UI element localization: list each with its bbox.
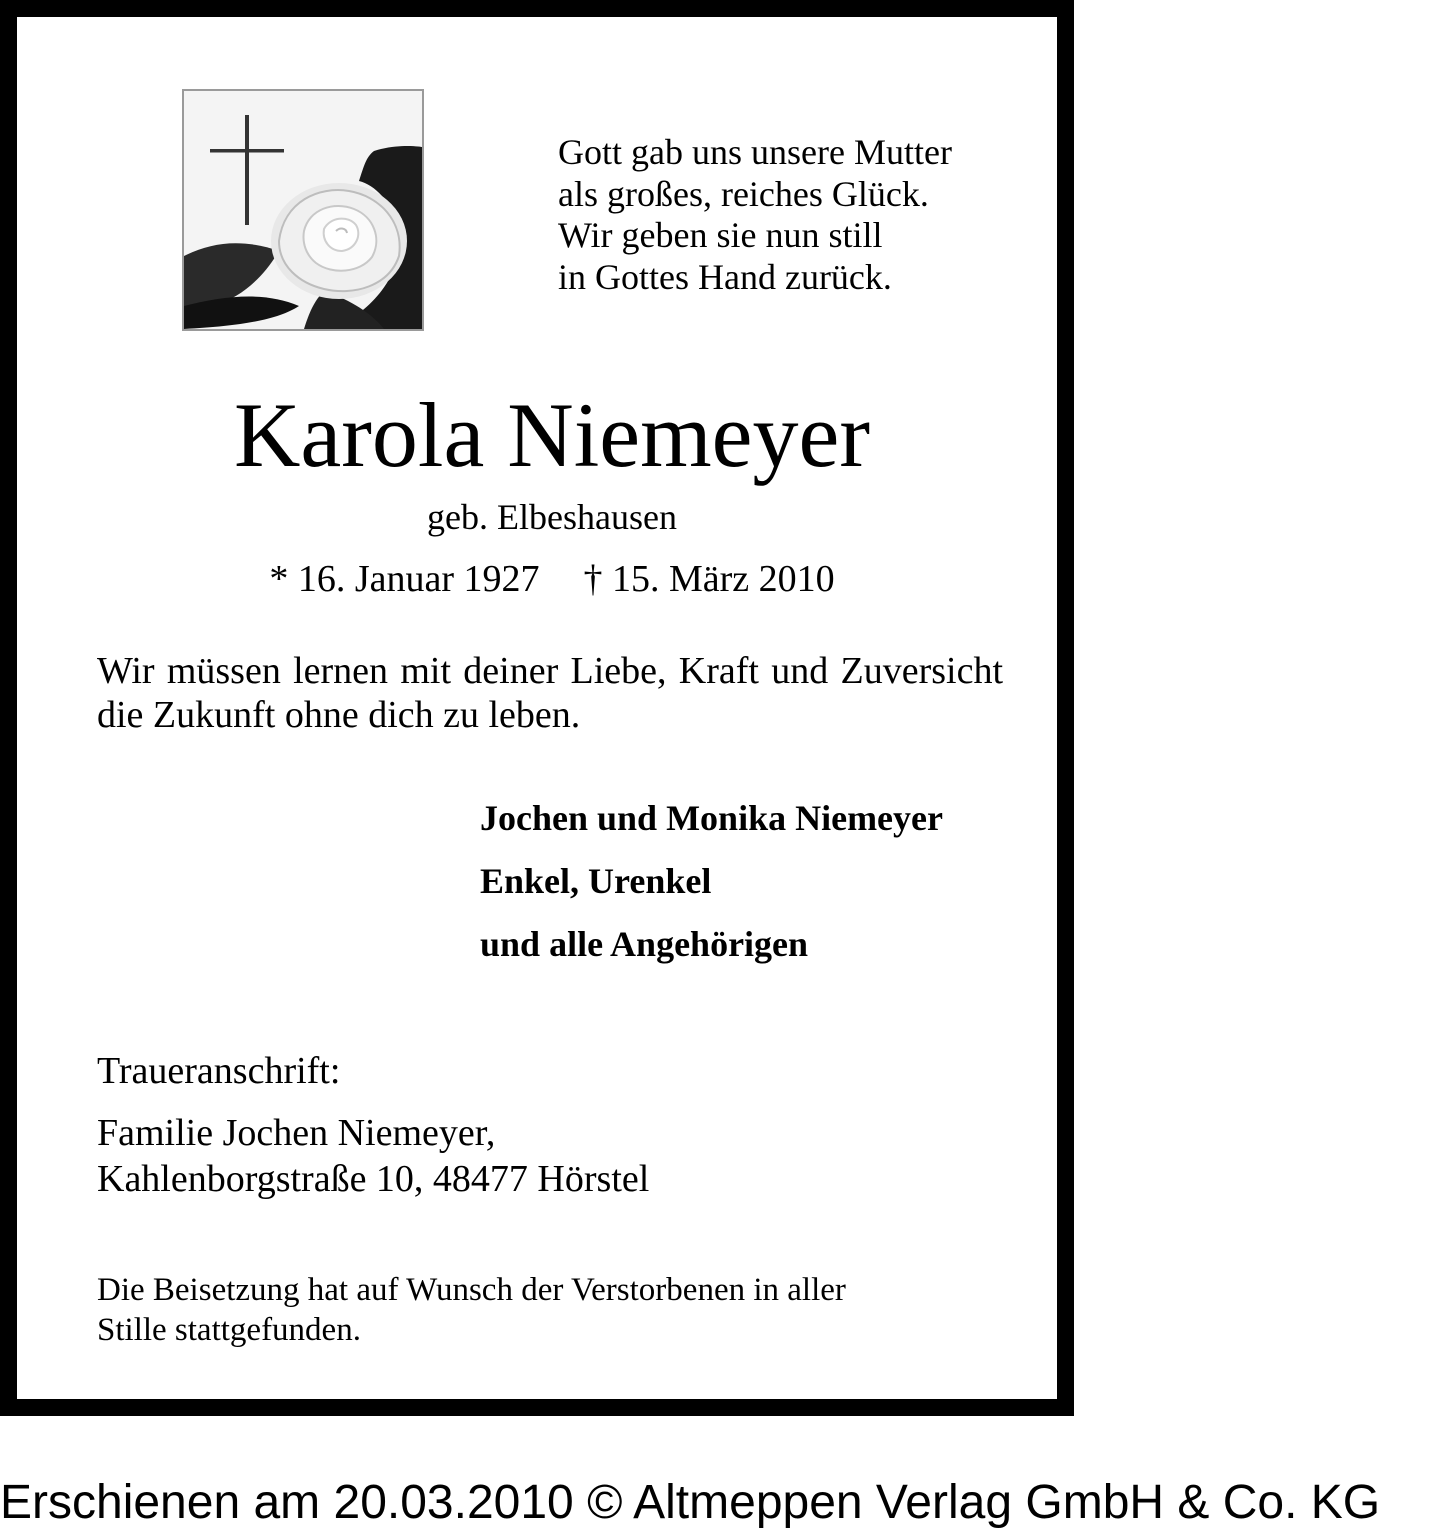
death-date: † 15. März 2010 — [583, 558, 835, 600]
mourners-list — [480, 787, 943, 976]
mourner-line: Enkel, Urenkel — [480, 861, 712, 901]
burial-note-line: Die Beisetzung hat auf Wunsch der Verstorbenen in aller — [97, 1272, 846, 1308]
mourner-line: und alle Angehörigen — [480, 924, 809, 964]
deceased-name: Karola Niemeyer — [233, 384, 870, 486]
address-label: Traueranschrift: — [97, 1050, 341, 1092]
address-line: Kahlenborgstraße 10, 48477 Hörstel — [97, 1158, 650, 1200]
memorial-quote: Wir müssen lernen mit deiner Liebe, Kraft und Zuversicht die Zukunft ohne dich zu leben. — [97, 650, 1003, 736]
poem-line: Gott gab uns unsere Mutter — [558, 132, 952, 172]
poem — [558, 132, 952, 298]
poem-line: als großes, reiches Glück. — [558, 173, 929, 214]
burial-note — [97, 1270, 846, 1350]
birth-date: * 16. Januar 1927 — [269, 558, 540, 600]
mourning-address — [97, 1110, 649, 1202]
address-line: Familie Jochen Niemeyer, — [97, 1112, 496, 1154]
birth-name: geb. Elbeshausen — [427, 497, 677, 537]
cross-rose-image — [182, 89, 424, 331]
poem-line: in Gottes Hand zurück. — [558, 256, 892, 297]
poem-line: Wir geben sie nun still — [558, 215, 883, 255]
publication-footer: Erschienen am 20.03.2010 © Altmeppen Verlag GmbH & Co. KG — [0, 1476, 1381, 1529]
mourner-line: Jochen und Monika Niemeyer — [480, 798, 943, 838]
burial-note-line: Stille stattgefunden. — [97, 1312, 361, 1348]
rose-icon — [184, 91, 422, 329]
life-dates — [17, 555, 1087, 603]
